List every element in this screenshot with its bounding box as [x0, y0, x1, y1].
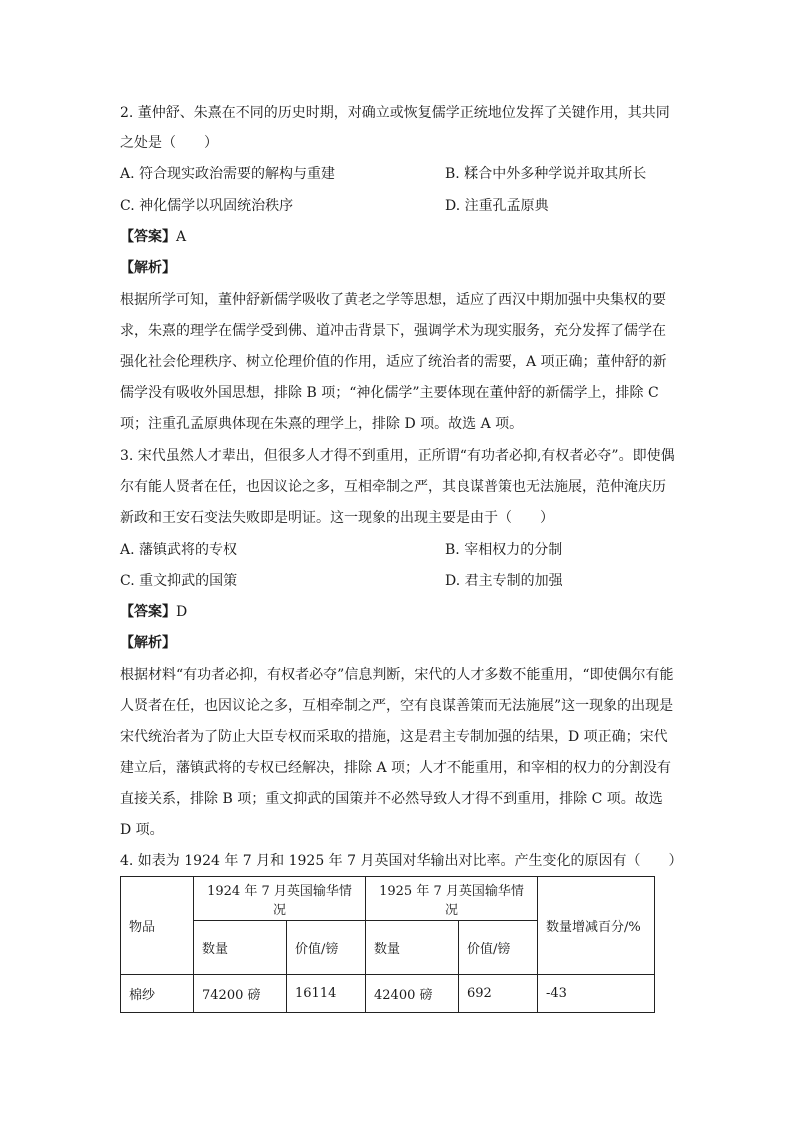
q3-option-d: D. 君主专制的加强 — [445, 573, 563, 589]
cell-qty-1924: 74200 磅 — [194, 975, 287, 1013]
q2-analysis-line-2: 求，朱熹的理学在儒学受到佛、道冲击背景下，强调学术为现实服务，充分发挥了儒学在 — [120, 323, 666, 339]
q3-analysis-line-1: 根据材料“有功者必抑，有权者必夺”信息判断，宋代的人才多数不能重用，“即使偶尔有能 — [120, 667, 674, 683]
q4-stem: 4. 如表为 1924 年 7 月和 1925 年 7 月英国对华输出对比率。产生变化的原因有（ ） — [120, 853, 683, 869]
q3-stem-line-1: 3. 宋代虽然人才辈出，但很多人才得不到重用，正所谓“有功者必抑,有权者必夺”。即使偶 — [120, 448, 675, 464]
q2-option-c: C. 神化儒学以巩固统治秩序 — [120, 198, 294, 214]
q2-stem-line-1: 2. 董仲舒、朱熹在不同的历史时期，对确立或恢复儒学正统地位发挥了关键作用，其共同 — [120, 105, 670, 121]
export-comparison-table — [120, 876, 655, 1013]
table-row — [121, 975, 655, 1013]
cell-change: -43 — [538, 975, 655, 1013]
subheader-val-1925: 价值/镑 — [459, 921, 538, 975]
q3-analysis-line-2: 人贤者在任，也因议论之多，互相牵制之严，空有良谋善策而无法施展”这一现象的出现是 — [120, 698, 674, 714]
q2-option-b: B. 糅合中外多种学说并取其所长 — [445, 166, 647, 182]
cell-item: 棉纱 — [121, 975, 194, 1013]
q2-answer-value: A — [176, 229, 187, 245]
q3-answer — [120, 602, 187, 622]
header-item: 物品 — [121, 877, 194, 975]
q2-analysis-line-4: 儒学没有吸收外国思想，排除 B 项；“神化儒学”主要体现在董仲舒的新儒学上，排除 C — [120, 385, 659, 401]
q3-analysis-line-3: 宋代统治者为了防止大臣专权而采取的措施，这是君主专制加强的结果，D 项正确；宋代 — [120, 729, 668, 745]
q3-option-b: B. 宰相权力的分制 — [445, 542, 563, 558]
q3-stem-line-3: 新政和王安石变法失败即是明证。这一现象的出现主要是由于（ ） — [120, 510, 554, 526]
q2-stem-line-2: 之处是（ ） — [120, 135, 218, 151]
q3-analysis-line-4: 建立后，藩镇武将的专权已经解决，排除 A 项；人才不能重用，和宰相的权力的分割没有 — [120, 760, 672, 776]
header-1925: 1925 年 7 月英国输华情况 — [366, 877, 538, 921]
q3-answer-value: D — [176, 604, 188, 620]
q2-analysis-label: 【解析】 — [120, 260, 176, 276]
q3-analysis-line-6: D 项。 — [120, 822, 164, 838]
header-change: 数量增减百分/% — [538, 877, 655, 975]
q3-option-c: C. 重文抑武的国策 — [120, 573, 238, 589]
q2-analysis-line-5: 项；注重孔孟原典体现在朱熹的理学上，排除 D 项。故选 A 项。 — [120, 416, 524, 432]
q2-analysis-line-3: 强化社会伦理秩序、树立伦理价值的作用，适应了统治者的需要，A 项正确；董仲舒的新 — [120, 354, 667, 370]
subheader-qty-1924: 数量 — [194, 921, 287, 975]
q2-option-a: A. 符合现实政治需要的解构与重建 — [120, 166, 336, 182]
cell-val-1925: 692 — [459, 975, 538, 1013]
subheader-qty-1925: 数量 — [366, 921, 459, 975]
q2-analysis-line-1: 根据所学可知，董仲舒新儒学吸收了黄老之学等思想，适应了西汉中期加强中央集权的要 — [120, 292, 666, 308]
header-1924: 1924 年 7 月英国输华情况 — [194, 877, 366, 921]
q2-option-d: D. 注重孔孟原典 — [445, 198, 549, 214]
q3-analysis-label: 【解析】 — [120, 635, 176, 651]
q3-stem-line-2: 尔有能人贤者在任，也因议论之多，互相牵制之严，其良谋普策也无法施展，范仲淹庆历 — [120, 479, 666, 495]
q3-analysis-line-5: 直接关系，排除 B 项；重文抑武的国策并不必然导致人才得不到重用，排除 C 项。故选 — [120, 791, 663, 807]
cell-qty-1925: 42400 磅 — [366, 975, 459, 1013]
q2-answer — [120, 227, 186, 247]
subheader-val-1924: 价值/镑 — [287, 921, 366, 975]
cell-val-1924: 16114 — [287, 975, 366, 1013]
q2-answer-label: 【答案】 — [120, 229, 176, 245]
q3-option-a: A. 藩镇武将的专权 — [120, 542, 238, 558]
q3-answer-label: 【答案】 — [120, 604, 176, 620]
